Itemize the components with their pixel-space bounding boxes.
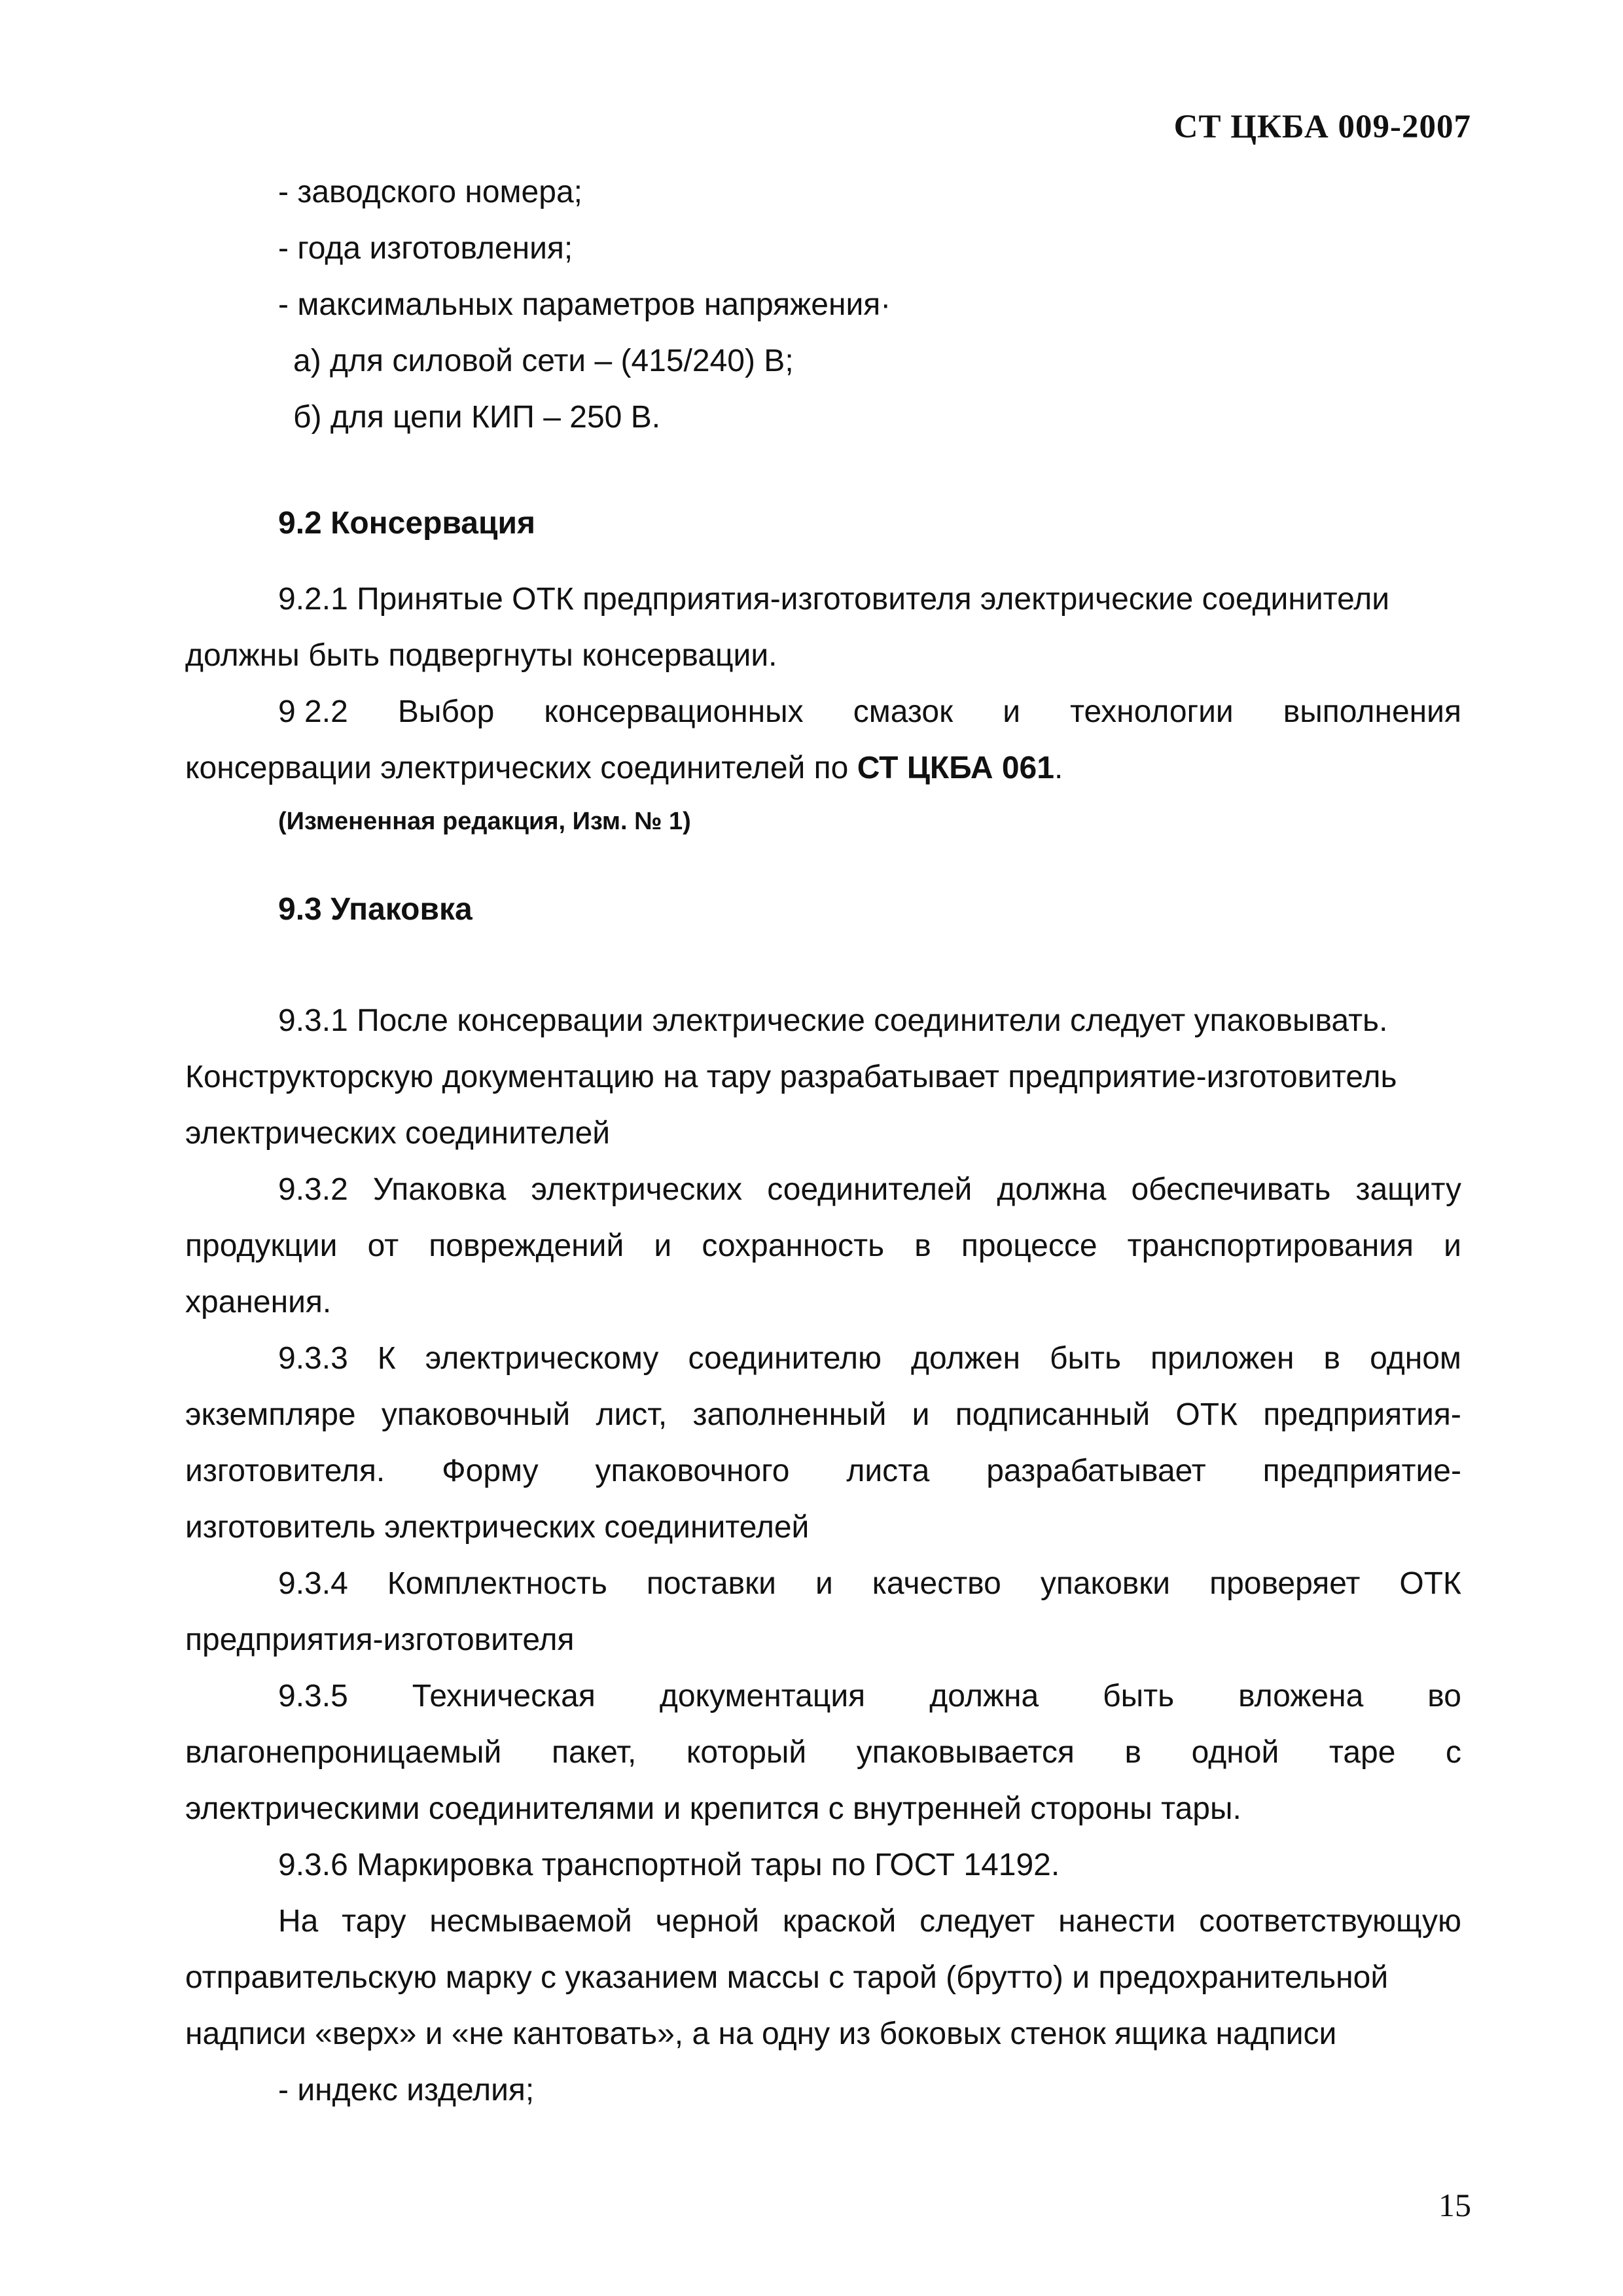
paragraph-line [185,1230,1461,1262]
word: таре [1329,1735,1396,1770]
word: упаковочный [381,1397,571,1432]
list-item: - заводского номера; [278,175,582,209]
word: вложена [1238,1679,1364,1713]
word: сохранность [702,1229,885,1263]
word: и [1003,694,1020,729]
paragraph-line [185,1737,1461,1768]
word: подписанный [955,1397,1150,1432]
word: листа [846,1454,930,1488]
word: ОТК [1175,1397,1238,1432]
list-item: - года изготовления; [278,231,573,266]
word: 9.3.4 [278,1566,348,1601]
word: выполнения [1283,694,1461,729]
section-heading: 9.3 Упаковка [278,892,473,927]
word: К [377,1341,396,1376]
word: и [912,1397,930,1432]
word: черной [655,1904,760,1939]
word: предприятия- [1263,1397,1461,1432]
paragraph-line [185,753,1063,784]
section-heading: 9.2 Консервация [278,506,535,541]
paragraph-line [278,1681,1461,1712]
paragraph-line: электрических соединителей [185,1116,611,1151]
word: документация [659,1679,866,1713]
word: и [654,1229,672,1263]
word: и [815,1566,833,1601]
paragraph-line: должны быть подвергнуты консервации. [185,638,777,673]
word: 9 2.2 [278,694,348,729]
word: процессе [961,1229,1097,1263]
word: должна [997,1172,1107,1207]
word: от [367,1229,399,1263]
word: 9.3.2 [278,1172,348,1207]
list-subitem: а) для силовой сети – (415/240) В; [293,344,794,378]
word: На [278,1904,319,1939]
word: заполненный [692,1397,887,1432]
word: проверяет [1209,1566,1361,1601]
word: электрических [531,1172,743,1207]
paragraph-line: изготовитель электрических соединителей [185,1510,810,1545]
paragraph-line [278,1174,1461,1206]
word: следует [919,1904,1035,1939]
paragraph-line [278,1343,1461,1374]
paragraph-line: хранения. [185,1285,332,1319]
word: упаковывается [856,1735,1075,1770]
word: предприятие- [1262,1454,1461,1488]
word: Форму [442,1454,539,1488]
word: одном [1370,1341,1461,1376]
list-item: - максимальных параметров напряжения· [278,287,891,322]
word: электрическому [425,1341,659,1376]
word: должен [911,1341,1020,1376]
list-subitem: б) для цепи КИП – 250 В. [293,400,661,435]
paragraph-line: надписи «верх» и «не кантовать», а на одну из боковых стенок ящика надписи [185,2017,1337,2051]
word: нанести [1058,1904,1176,1939]
word: изготовителя. [185,1454,385,1488]
word: разрабатывает [986,1454,1206,1488]
word: быть [1050,1341,1121,1376]
word: обеспечивать [1131,1172,1331,1207]
word: влагонепроницаемый [185,1735,502,1770]
word: соответствующую [1199,1904,1461,1939]
word: консервационных [544,694,804,729]
word: и [1444,1229,1461,1263]
document-code-header: СТ ЦКБА 009-2007 [1173,109,1471,145]
paragraph-line [185,1399,1461,1431]
word: смазок [853,694,954,729]
paragraph-line [278,1568,1461,1600]
standard-reference: СТ ЦКБА 061 [857,751,1054,785]
list-item: - индекс изделия; [278,2073,535,2108]
word: Комплектность [387,1566,607,1601]
paragraph-line [185,1456,1461,1487]
word: тару [342,1904,406,1939]
amendment-note: (Измененная редакция, Изм. № 1) [278,808,691,835]
word: с [1446,1735,1461,1770]
word: одной [1191,1735,1279,1770]
word: быть [1103,1679,1175,1713]
word: ОТК [1399,1566,1461,1601]
paragraph-line: 9.3.6 Маркировка транспортной тары по ГОСТ 14192. [278,1848,1060,1882]
word: транспортирования [1127,1229,1414,1263]
word: соединителей [767,1172,972,1207]
word: защиту [1355,1172,1461,1207]
word: в [1323,1341,1341,1376]
word: повреждений [429,1229,624,1263]
word: несмываемой [429,1904,632,1939]
word: приложен [1150,1341,1294,1376]
paragraph-line: отправительскую марку с указанием массы с тарой (брутто) и предохранительной [185,1960,1389,1995]
text-segment: консервации электрических соединителей по [185,751,857,785]
word: краской [782,1904,897,1939]
text-segment: 9.2.1 Принятые ОТК предприятия-изготовителя электрические соединители [278,582,1390,617]
word: продукции [185,1229,338,1263]
word: 9.3.3 [278,1341,348,1376]
page-number: 15 [1438,2187,1471,2223]
paragraph-line: Конструкторскую документацию на тару разрабатывает предприятие-изготовитель [185,1060,1397,1094]
word: в [1124,1735,1142,1770]
word: поставки [646,1566,776,1601]
word: технологии [1070,694,1234,729]
word: качество [872,1566,1001,1601]
word: пакет, [551,1735,637,1770]
word: Упаковка [372,1172,507,1207]
paragraph-line: 9.3.1 После консервации электрические соединители следует упаковывать. [278,1003,1388,1038]
word: в [914,1229,931,1263]
word: во [1427,1679,1461,1713]
word: соединителю [688,1341,882,1376]
word: Техническая [412,1679,596,1713]
text-segment: . [1054,751,1063,785]
word: упаковочного [595,1454,790,1488]
word: упаковки [1040,1566,1171,1601]
paragraph-line: предприятия-изготовителя [185,1623,575,1657]
paragraph-line [278,696,1461,728]
word: 9.3.5 [278,1679,348,1713]
paragraph-line: электрическими соединителями и крепится с внутренней стороны тары. [185,1791,1241,1826]
paragraph-line [278,1906,1461,1937]
word: который [686,1735,807,1770]
paragraph-line [185,584,1461,615]
word: лист, [596,1397,668,1432]
word: должна [929,1679,1039,1713]
word: Выбор [397,694,495,729]
word: экземпляре [185,1397,356,1432]
